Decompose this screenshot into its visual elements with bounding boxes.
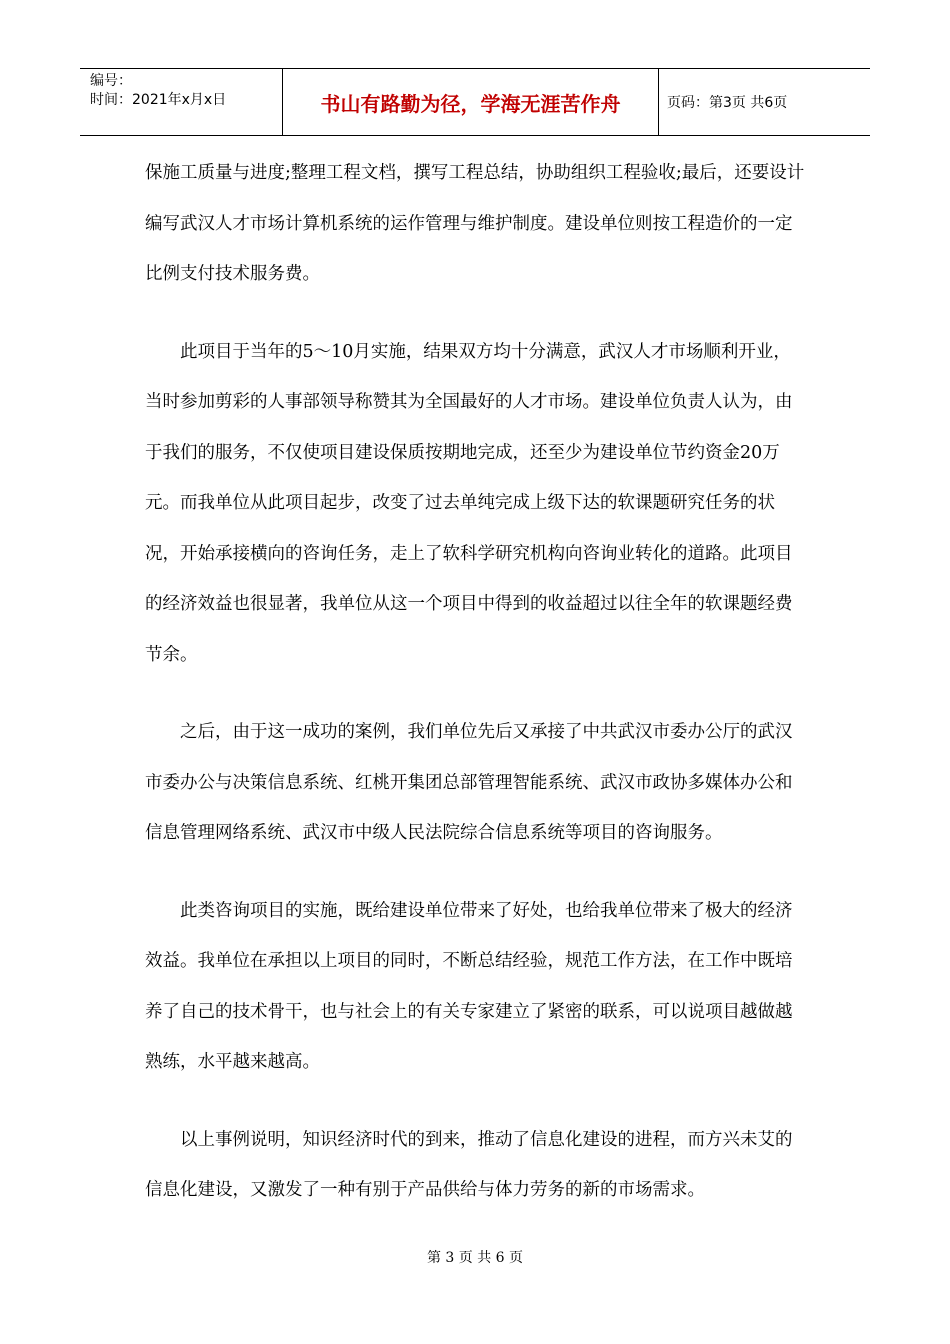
header-motto: 书山有路勤为径，学海无涯苦作舟	[283, 69, 659, 135]
paragraph-4: 此类咨询项目的实施，既给建设单位带来了好处，也给我单位带来了极大的经济效益。我单位在承担以上项目的同时，不断总结经验，规范工作方法，在工作中既培养了自己的技术骨干，也与社会上的有关专家建立了紧密的联系，可以说项目越做越熟练，水平越来越高。	[145, 900, 793, 1072]
paragraph-2: 此项目于当年的5～10月实施，结果双方均十分满意，武汉人才市场顺利开业，当时参加剪彩的人事部领导称赞其为全国最好的人才市场。建设单位负责人认为，由于我们的服务，不仅使项目建设保质按期地完成，还至少为建设单位节约资金20万元。而我单位从此项目起步，改变了过去单纯完成上级下达的软课题研究任务的状况，开始承接横向的咨询任务，走上了软科学研究机构向咨询业转化的道路。此项目的经济效益也很显著，我单位从这一个项目中得到的收益超过以往全年的软课题经费节余。	[145, 341, 793, 665]
date-line: 时间：2021年x月x日	[90, 92, 227, 108]
page-header	[80, 68, 870, 136]
document-body	[145, 148, 805, 1243]
header-page-code: 页码：第3页 共6页	[667, 95, 788, 111]
paragraph-1: 保施工质量与进度;整理工程文档，撰写工程总结，协助组织工程验收;最后，还要设计编写武汉人才市场计算机系统的运作管理与维护制度。建设单位则按工程造价的一定比例支付技术服务费。	[145, 163, 805, 284]
paragraph-3: 之后，由于这一成功的案例，我们单位先后又承接了中共武汉市委办公厅的武汉市委办公与决策信息系统、红桃开集团总部管理智能系统、武汉市政协多媒体办公和信息管理网络系统、武汉市中级人民法院综合信息系统等项目的咨询服务。	[145, 722, 793, 843]
header-meta	[80, 69, 283, 135]
page-footer: 第 3 页 共 6 页	[426, 1250, 524, 1266]
serial-label: 编号：	[90, 73, 132, 89]
paragraph-5: 以上事例说明，知识经济时代的到来，推动了信息化建设的进程，而方兴未艾的信息化建设，又激发了一种有别于产品供给与体力劳务的新的市场需求。	[145, 1129, 793, 1200]
